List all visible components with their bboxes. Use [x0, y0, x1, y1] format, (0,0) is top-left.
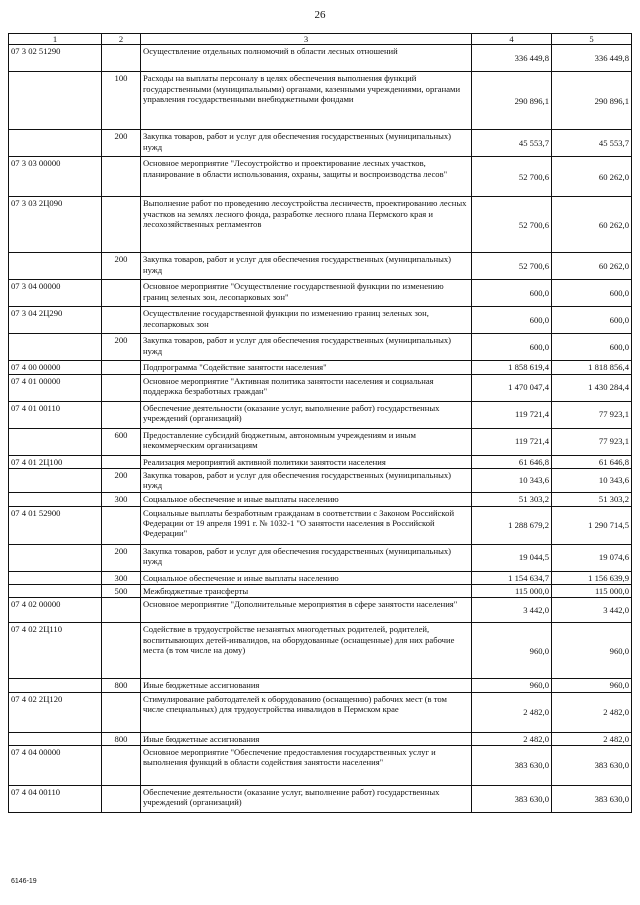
- cell-value-1: 336 449,8: [472, 45, 552, 72]
- table-row: [9, 72, 632, 130]
- cell-type: 200: [102, 334, 141, 361]
- cell-value-1: 10 343,6: [472, 468, 552, 492]
- table-row: [9, 692, 632, 732]
- cell-value-2: 290 896,1: [552, 72, 632, 130]
- cell-name: Закупка товаров, работ и услуг для обеспечения государственных (муниципальных) нужд: [141, 130, 472, 157]
- cell-name: Обеспечение деятельности (оказание услуг, выполнение работ) государственных учреждений (организаций): [141, 401, 472, 428]
- cell-value-2: 51 303,2: [552, 492, 632, 506]
- cell-code: [9, 584, 102, 597]
- cell-type: 500: [102, 584, 141, 597]
- cell-value-1: 383 630,0: [472, 785, 552, 812]
- cell-type: [102, 598, 141, 623]
- table-row: [9, 468, 632, 492]
- table-row: [9, 455, 632, 468]
- cell-value-2: 60 262,0: [552, 197, 632, 253]
- cell-value-2: 600,0: [552, 334, 632, 361]
- table-row: [9, 253, 632, 280]
- cell-value-1: 119 721,4: [472, 428, 552, 455]
- cell-name: Подпрограмма "Содействие занятости населения": [141, 361, 472, 374]
- cell-code: [9, 72, 102, 130]
- header-col-name: 3: [141, 34, 472, 45]
- cell-code: 07 3 03 2Ц090: [9, 197, 102, 253]
- cell-value-2: 77 923,1: [552, 428, 632, 455]
- header-col-value-1: 4: [472, 34, 552, 45]
- cell-type: [102, 307, 141, 334]
- cell-type: [102, 374, 141, 401]
- cell-type: [102, 197, 141, 253]
- table-row: [9, 544, 632, 571]
- cell-code: 07 4 01 2Ц100: [9, 455, 102, 468]
- cell-code: [9, 571, 102, 584]
- cell-value-1: 1 154 634,7: [472, 571, 552, 584]
- table-row: [9, 571, 632, 584]
- cell-type: [102, 745, 141, 785]
- cell-type: [102, 45, 141, 72]
- cell-type: 200: [102, 468, 141, 492]
- table-row: [9, 361, 632, 374]
- table-row: [9, 45, 632, 72]
- cell-name: Расходы на выплаты персоналу в целях обеспечения выполнения функций государственными (муниципальными) органами, казенными учреждениями, органами управления государственными внебюджетными фондами: [141, 72, 472, 130]
- cell-type: 600: [102, 428, 141, 455]
- cell-value-2: 60 262,0: [552, 157, 632, 197]
- cell-value-1: 3 442,0: [472, 598, 552, 623]
- cell-name: Осуществление отдельных полномочий в области лесных отношений: [141, 45, 472, 72]
- cell-type: [102, 401, 141, 428]
- cell-type: [102, 785, 141, 812]
- table-header-row: [9, 34, 632, 45]
- cell-value-1: 960,0: [472, 679, 552, 692]
- table-row: [9, 732, 632, 745]
- cell-name: Выполнение работ по проведению лесоустройства лесничеств, проектированию лесных участков на землях лесного фонда, разработке лесного плана Пермского края и лесохозяйственных регламентов: [141, 197, 472, 253]
- cell-name: Закупка товаров, работ и услуг для обеспечения государственных (муниципальных) нужд: [141, 468, 472, 492]
- cell-value-2: 115 000,0: [552, 584, 632, 597]
- cell-name: Основное мероприятие "Обеспечение предоставления государственных услуг и выполнения функций в области содействия занятости населения": [141, 745, 472, 785]
- cell-code: 07 4 01 00110: [9, 401, 102, 428]
- cell-type: 200: [102, 253, 141, 280]
- cell-type: 300: [102, 492, 141, 506]
- cell-value-2: 1 290 714,5: [552, 506, 632, 544]
- cell-code: [9, 679, 102, 692]
- cell-code: [9, 492, 102, 506]
- cell-value-2: 2 482,0: [552, 692, 632, 732]
- table-row: [9, 157, 632, 197]
- cell-value-2: 1 818 856,4: [552, 361, 632, 374]
- cell-value-2: 77 923,1: [552, 401, 632, 428]
- footer-code: 6146-19: [11, 878, 37, 885]
- cell-type: [102, 623, 141, 679]
- cell-value-2: 600,0: [552, 280, 632, 307]
- cell-value-1: 383 630,0: [472, 745, 552, 785]
- cell-name: Реализация мероприятий активной политики занятости населения: [141, 455, 472, 468]
- cell-code: 07 4 04 00110: [9, 785, 102, 812]
- cell-value-1: 1 470 047,4: [472, 374, 552, 401]
- cell-value-1: 600,0: [472, 280, 552, 307]
- cell-value-1: 115 000,0: [472, 584, 552, 597]
- cell-code: 07 4 02 2Ц110: [9, 623, 102, 679]
- cell-code: [9, 544, 102, 571]
- cell-value-2: 10 343,6: [552, 468, 632, 492]
- table-row: [9, 307, 632, 334]
- cell-value-1: 960,0: [472, 623, 552, 679]
- cell-name: Закупка товаров, работ и услуг для обеспечения государственных (муниципальных) нужд: [141, 334, 472, 361]
- cell-type: 300: [102, 571, 141, 584]
- cell-name: Основное мероприятие "Дополнительные мероприятия в сфере занятости населения": [141, 598, 472, 623]
- cell-type: [102, 280, 141, 307]
- cell-type: 800: [102, 679, 141, 692]
- cell-value-1: 52 700,6: [472, 253, 552, 280]
- cell-name: Обеспечение деятельности (оказание услуг, выполнение работ) государственных учреждений (организаций): [141, 785, 472, 812]
- cell-type: 200: [102, 130, 141, 157]
- cell-value-1: 600,0: [472, 307, 552, 334]
- cell-value-1: 19 044,5: [472, 544, 552, 571]
- cell-value-2: 960,0: [552, 679, 632, 692]
- cell-type: 200: [102, 544, 141, 571]
- cell-name: Иные бюджетные ассигнования: [141, 679, 472, 692]
- cell-value-2: 1 156 639,9: [552, 571, 632, 584]
- cell-value-2: 383 630,0: [552, 785, 632, 812]
- cell-code: 07 3 03 00000: [9, 157, 102, 197]
- cell-name: Стимулирование работодателей к оборудованию (оснащению) рабочих мест (в том числе специальных) для трудоустройства инвалидов в Пермском крае: [141, 692, 472, 732]
- cell-code: 07 4 04 00000: [9, 745, 102, 785]
- cell-type: [102, 157, 141, 197]
- table-row: [9, 374, 632, 401]
- header-col-type: 2: [102, 34, 141, 45]
- cell-code: [9, 334, 102, 361]
- cell-value-1: 290 896,1: [472, 72, 552, 130]
- table-row: [9, 334, 632, 361]
- cell-name: Основное мероприятие "Осуществление государственной функции по изменению границ зеленых зон, лесопарковых зон": [141, 280, 472, 307]
- cell-code: 07 4 00 00000: [9, 361, 102, 374]
- cell-name: Социальное обеспечение и иные выплаты населению: [141, 571, 472, 584]
- table-row: [9, 130, 632, 157]
- cell-code: 07 4 01 00000: [9, 374, 102, 401]
- cell-name: Закупка товаров, работ и услуг для обеспечения государственных (муниципальных) нужд: [141, 544, 472, 571]
- cell-code: 07 3 04 2Ц290: [9, 307, 102, 334]
- cell-value-1: 119 721,4: [472, 401, 552, 428]
- cell-code: [9, 468, 102, 492]
- cell-value-1: 2 482,0: [472, 692, 552, 732]
- cell-value-2: 1 430 284,4: [552, 374, 632, 401]
- cell-value-1: 61 646,8: [472, 455, 552, 468]
- cell-value-2: 19 074,6: [552, 544, 632, 571]
- budget-table: [8, 33, 632, 813]
- table-row: [9, 280, 632, 307]
- cell-type: [102, 692, 141, 732]
- table-row: [9, 492, 632, 506]
- cell-value-1: 2 482,0: [472, 732, 552, 745]
- cell-name: Предоставление субсидий бюджетным, автономным учреждениям и иным некоммерческим организациям: [141, 428, 472, 455]
- cell-name: Основное мероприятие "Активная политика занятости населения и социальная поддержка безработных граждан": [141, 374, 472, 401]
- table-row: [9, 584, 632, 597]
- cell-name: Основное мероприятие "Лесоустройство и проектирование лесных участков, планирование в области использования, охраны, защиты и воспроизводства лесов": [141, 157, 472, 197]
- cell-value-1: 45 553,7: [472, 130, 552, 157]
- cell-value-2: 45 553,7: [552, 130, 632, 157]
- cell-value-2: 960,0: [552, 623, 632, 679]
- table-row: [9, 506, 632, 544]
- cell-value-1: 1 288 679,2: [472, 506, 552, 544]
- cell-value-1: 52 700,6: [472, 157, 552, 197]
- cell-value-2: 3 442,0: [552, 598, 632, 623]
- cell-code: [9, 428, 102, 455]
- cell-name: Осуществление государственной функции по изменению границ зеленых зон, лесопарковых зон: [141, 307, 472, 334]
- cell-value-2: 61 646,8: [552, 455, 632, 468]
- cell-value-1: 600,0: [472, 334, 552, 361]
- table-row: [9, 428, 632, 455]
- table-row: [9, 623, 632, 679]
- table-row: [9, 401, 632, 428]
- table-body: [9, 45, 632, 813]
- cell-type: [102, 361, 141, 374]
- cell-value-2: 2 482,0: [552, 732, 632, 745]
- table-row: [9, 785, 632, 812]
- cell-type: 100: [102, 72, 141, 130]
- cell-name: Межбюджетные трансферты: [141, 584, 472, 597]
- cell-name: Содействие в трудоустройстве незанятых многодетных родителей, родителей, воспитывающих детей-инвалидов, на оборудованные (оснащенные) для них рабочие места (в том числе на дому): [141, 623, 472, 679]
- cell-code: [9, 732, 102, 745]
- cell-name: Иные бюджетные ассигнования: [141, 732, 472, 745]
- cell-type: [102, 455, 141, 468]
- page-number: 26: [314, 9, 326, 21]
- cell-code: 07 4 01 52900: [9, 506, 102, 544]
- cell-type: [102, 506, 141, 544]
- cell-value-2: 336 449,8: [552, 45, 632, 72]
- table-row: [9, 197, 632, 253]
- cell-value-2: 600,0: [552, 307, 632, 334]
- table-row: [9, 598, 632, 623]
- cell-name: Закупка товаров, работ и услуг для обеспечения государственных (муниципальных) нужд: [141, 253, 472, 280]
- cell-code: 07 3 02 51290: [9, 45, 102, 72]
- cell-value-2: 60 262,0: [552, 253, 632, 280]
- cell-code: [9, 130, 102, 157]
- header-col-code: 1: [9, 34, 102, 45]
- cell-name: Социальные выплаты безработным гражданам в соответствии с Законом Российской Федерации от 19 апреля 1991 г. № 1032-1 "О занятости населения в Российской Федерации": [141, 506, 472, 544]
- cell-name: Социальное обеспечение и иные выплаты населению: [141, 492, 472, 506]
- cell-value-1: 1 858 619,4: [472, 361, 552, 374]
- cell-code: 07 4 02 2Ц120: [9, 692, 102, 732]
- cell-value-1: 51 303,2: [472, 492, 552, 506]
- cell-type: 800: [102, 732, 141, 745]
- cell-code: [9, 253, 102, 280]
- table-row: [9, 745, 632, 785]
- cell-value-1: 52 700,6: [472, 197, 552, 253]
- cell-value-2: 383 630,0: [552, 745, 632, 785]
- cell-code: 07 4 02 00000: [9, 598, 102, 623]
- header-col-value-2: 5: [552, 34, 632, 45]
- cell-code: 07 3 04 00000: [9, 280, 102, 307]
- table-row: [9, 679, 632, 692]
